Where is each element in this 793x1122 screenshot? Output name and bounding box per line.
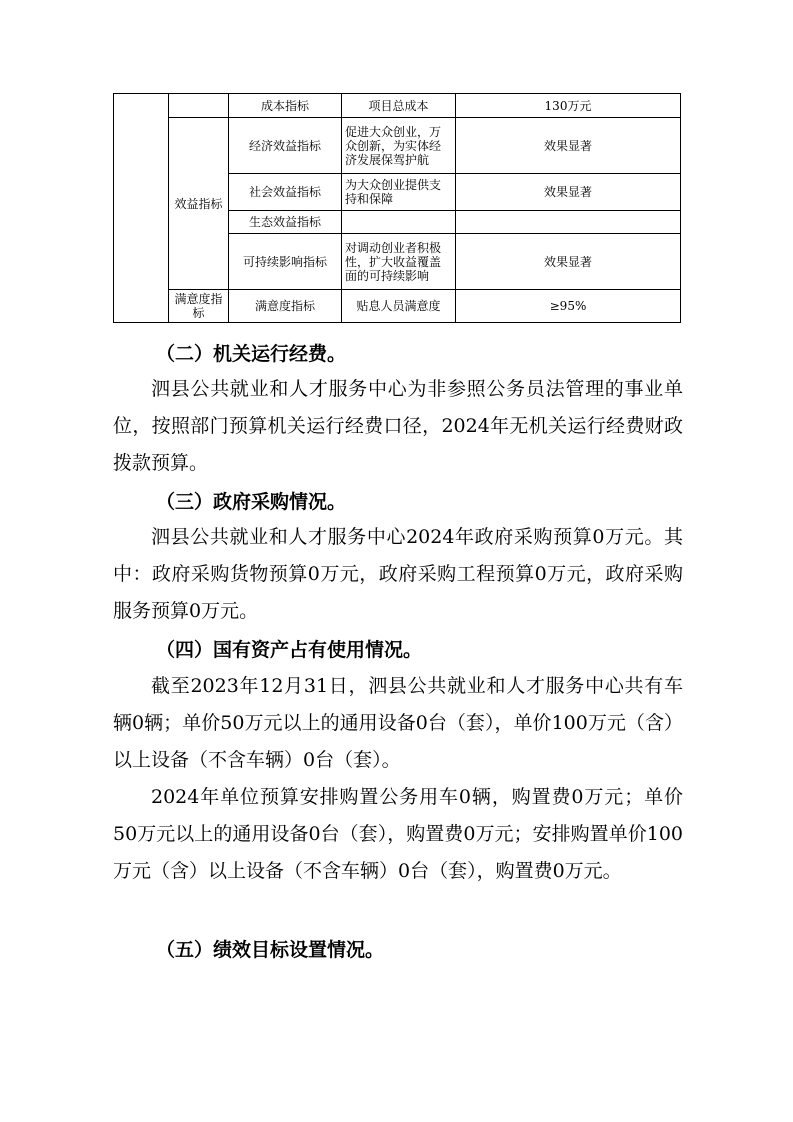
table-cell: 项目总成本 bbox=[342, 94, 456, 118]
paragraph: 泗县公共就业和人才服务中心为非参照公务员法管理的事业单位，按照部门预算机关运行经费口径，2024年无机关运行经费财政拨款预算。 bbox=[113, 378, 683, 474]
table-cell: 贴息人员满意度 bbox=[342, 290, 456, 323]
section-body bbox=[113, 519, 683, 630]
table-cell: 为大众创业提供支持和保障 bbox=[342, 174, 456, 211]
table-cell bbox=[456, 211, 681, 234]
table-cell: 满意度指标 bbox=[229, 290, 342, 323]
table-cell-category: 满意度指标 bbox=[169, 290, 229, 323]
table-cell: 促进大众创业，万众创新，为实体经济发展保驾护航 bbox=[342, 118, 456, 174]
table-row bbox=[114, 290, 681, 323]
table-cell: 社会效益指标 bbox=[229, 174, 342, 211]
table-cell-category: 效益指标 bbox=[169, 118, 229, 290]
paragraph: 2024年单位预算安排购置公务用车0辆，购置费0万元；单价50万元以上的通用设备0台（套），购置费0万元；安排购置单价100万元（含）以上设备（不含车辆）0台（套），购置费0万元。 bbox=[113, 786, 683, 882]
table-cell: 效果显著 bbox=[456, 118, 681, 174]
table-cell-blank bbox=[114, 94, 169, 323]
table-cell: 效果显著 bbox=[456, 234, 681, 290]
section-heading: （二）机关运行经费。 bbox=[156, 343, 347, 365]
table-cell: 可持续影响指标 bbox=[229, 234, 342, 290]
performance-table bbox=[113, 93, 681, 323]
table-cell: 生态效益指标 bbox=[229, 211, 342, 234]
section-heading: （五）绩效目标设置情况。 bbox=[156, 939, 385, 961]
table-cell: 效果显著 bbox=[456, 174, 681, 211]
section-body bbox=[113, 668, 683, 890]
section-body bbox=[113, 371, 683, 482]
section-heading: （四）国有资产占有使用情况。 bbox=[156, 639, 423, 661]
table-cell bbox=[342, 211, 456, 234]
paragraph: 泗县公共就业和人才服务中心2024年政府采购预算0万元。其中：政府采购货物预算0万元，政府采购工程预算0万元，政府采购服务预算0万元。 bbox=[113, 526, 683, 622]
table-cell: 经济效益指标 bbox=[229, 118, 342, 174]
table-row bbox=[114, 118, 681, 174]
table-cell: 成本指标 bbox=[229, 94, 342, 118]
paragraph: 截至2023年12月31日，泗县公共就业和人才服务中心共有车辆0辆；单价50万元以上的通用设备0台（套），单价100万元（含）以上设备（不含车辆）0台（套）。 bbox=[113, 675, 683, 771]
table-cell: 对调动创业者积极性，扩大收益覆盖面的可持续影响 bbox=[342, 234, 456, 290]
table-cell-blank bbox=[169, 94, 229, 118]
section-heading: （三）政府采购情况。 bbox=[156, 491, 347, 513]
table-cell: ≥95% bbox=[456, 290, 681, 323]
table-cell: 130万元 bbox=[456, 94, 681, 118]
table-row bbox=[114, 94, 681, 118]
